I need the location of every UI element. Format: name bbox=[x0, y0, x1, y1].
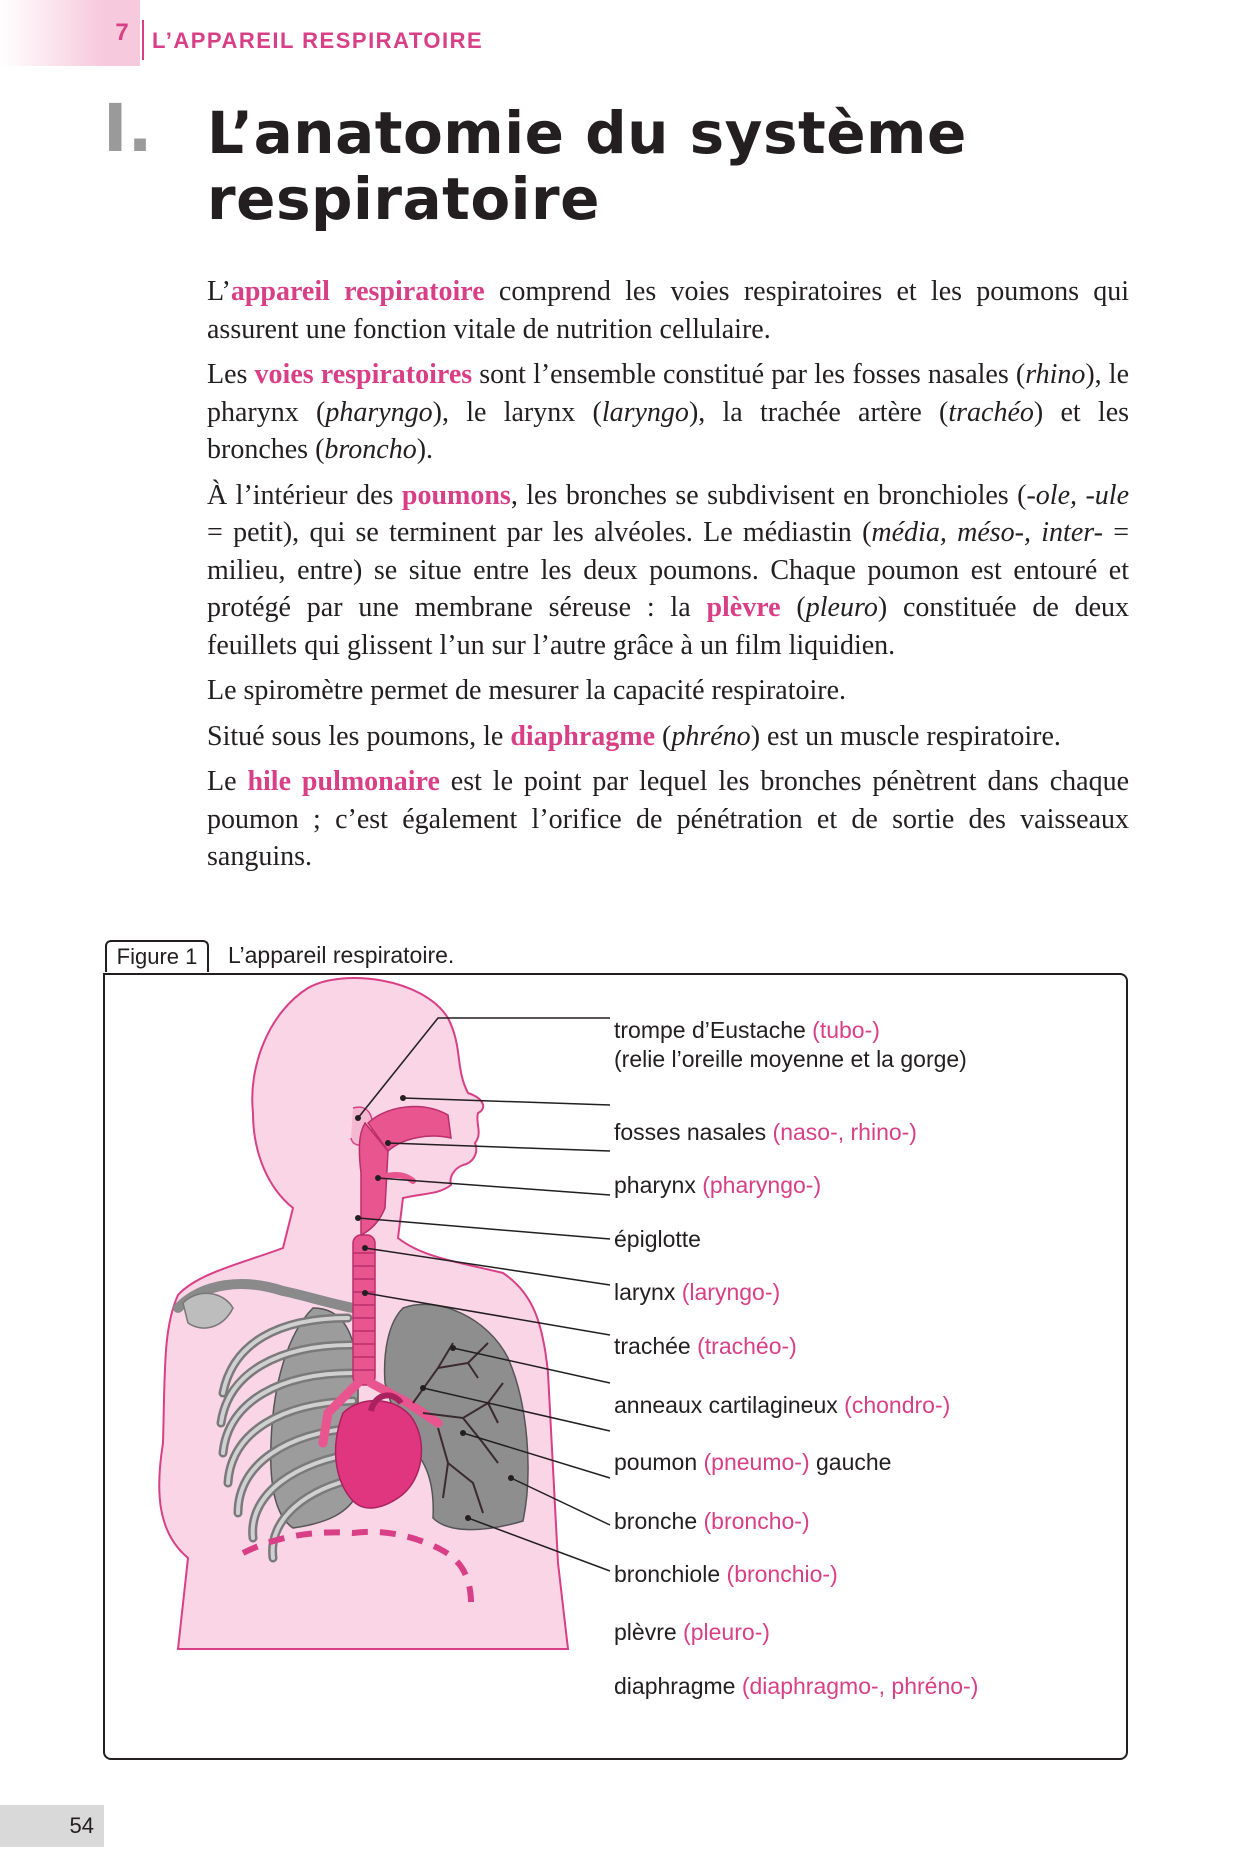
header-divider bbox=[142, 20, 144, 60]
label-larynx bbox=[614, 1279, 780, 1306]
label-text: trachée bbox=[614, 1333, 691, 1359]
page-number: 54 bbox=[69, 1813, 94, 1838]
section-title-line1: L’anatomie du système bbox=[207, 99, 967, 167]
label-text: fosses nasales bbox=[614, 1119, 767, 1145]
text-run: ), la trachée artère ( bbox=[688, 396, 949, 428]
label-root: (chondro-) bbox=[844, 1392, 951, 1418]
label-left-lung bbox=[614, 1449, 891, 1476]
chapter-number: 7 bbox=[104, 0, 140, 66]
text-run: ( bbox=[655, 720, 672, 752]
label-root: (pleuro-) bbox=[683, 1619, 770, 1645]
text-run: sont l’ensemble constitué par les fosses nasales ( bbox=[472, 359, 1026, 390]
running-header bbox=[0, 0, 1237, 66]
label-suffix: gauche bbox=[816, 1449, 892, 1475]
label-root: (pneumo-) bbox=[703, 1449, 810, 1475]
label-text: pharynx bbox=[614, 1172, 696, 1198]
root-term: média, méso-, inter- bbox=[871, 517, 1103, 548]
page-number-tab bbox=[0, 1805, 104, 1847]
paragraph-1 bbox=[207, 273, 1129, 348]
root-term: rhino bbox=[1025, 359, 1086, 390]
label-text: bronchiole bbox=[614, 1561, 721, 1587]
header-gradient bbox=[0, 0, 104, 66]
text-run: = petit), qui se terminent par les alvéoles. Le médiastin ( bbox=[207, 517, 872, 548]
label-root: (trachéo-) bbox=[697, 1333, 797, 1359]
keyword: poumons bbox=[401, 479, 511, 511]
text-run: ) est un muscle respiratoire. bbox=[750, 720, 1061, 752]
body-text bbox=[207, 273, 1129, 884]
label-root: (pharyngo-) bbox=[702, 1172, 822, 1198]
label-text: larynx bbox=[614, 1279, 676, 1305]
chapter-title: L’APPAREIL RESPIRATOIRE bbox=[152, 28, 484, 53]
paragraph-2 bbox=[207, 356, 1129, 469]
trachea bbox=[353, 1235, 375, 1385]
root-term: trachéo bbox=[948, 396, 1034, 428]
label-text: bronche bbox=[614, 1508, 698, 1534]
root-term: pleuro bbox=[805, 592, 878, 623]
label-nasal-fossae bbox=[614, 1119, 917, 1146]
keyword: hile pulmonaire bbox=[247, 766, 440, 797]
label-root: (diaphragmo-, phréno-) bbox=[741, 1673, 979, 1699]
label-eustachian-tube bbox=[614, 1017, 880, 1044]
label-pharynx bbox=[614, 1172, 821, 1199]
paragraph-6 bbox=[207, 763, 1129, 876]
label-text: (relie l’oreille moyenne et la gorge) bbox=[614, 1046, 967, 1072]
root-term: pharyngo bbox=[325, 396, 433, 428]
keyword: voies respiratoires bbox=[254, 359, 473, 390]
keyword: appareil respiratoire bbox=[230, 276, 485, 307]
text-run: comprend les voies respiratoires et les poumons qui assurent une fonction vitale de nutrition cellulaire. bbox=[207, 276, 1130, 345]
text-run: À l’intérieur des bbox=[207, 479, 402, 511]
section-title-line2: respiratoire bbox=[207, 165, 600, 233]
text-run: , les bronches se subdivisent en bronchioles ( bbox=[510, 479, 1027, 511]
label-diaphragm bbox=[614, 1673, 978, 1700]
label-text: trompe d’Eustache bbox=[614, 1017, 806, 1043]
root-term: -ole, -ule bbox=[1026, 479, 1130, 511]
paragraph-4 bbox=[207, 672, 1129, 710]
label-cartilage-rings bbox=[614, 1392, 950, 1419]
label-bronchus bbox=[614, 1508, 810, 1535]
text-run: ) constituée de deux feuillets qui glissent l’un sur l’autre grâce à un film liquidien. bbox=[207, 592, 1129, 661]
figure-caption: L’appareil respiratoire. bbox=[228, 942, 455, 968]
label-eustachian-note bbox=[614, 1046, 967, 1073]
label-epiglottis bbox=[614, 1226, 701, 1253]
figure-tab: Figure 1 bbox=[105, 940, 209, 972]
paragraph-3 bbox=[207, 477, 1129, 665]
text-run: = milieu, entre) se situe entre les deux poumons. Chaque poumon est entouré et protégé par une membrane séreuse : la bbox=[207, 517, 1129, 623]
text-run: est le point par lequel les bronches pénètrent dans chaque poumon ; c’est également l’orifice de pénétration et de sortie des vaisseaux sanguins. bbox=[207, 766, 1129, 872]
text-run: Le spiromètre permet de mesurer la capacité respiratoire. bbox=[207, 675, 847, 706]
label-text: diaphragme bbox=[614, 1673, 736, 1699]
keyword: diaphragme bbox=[510, 720, 656, 752]
label-text: anneaux cartilagineux bbox=[614, 1392, 838, 1418]
root-term: laryngo bbox=[601, 396, 689, 428]
text-run: ( bbox=[780, 592, 806, 623]
label-root: (broncho-) bbox=[703, 1508, 810, 1534]
section-title bbox=[207, 100, 1157, 232]
text-run: Le bbox=[207, 766, 248, 797]
root-term: phréno bbox=[671, 720, 751, 752]
root-term: broncho bbox=[324, 434, 417, 465]
label-trachea bbox=[614, 1333, 797, 1360]
text-run: ). bbox=[416, 434, 434, 465]
text-run: Les bbox=[207, 359, 255, 390]
section-number: I. bbox=[103, 90, 153, 167]
keyword: plèvre bbox=[706, 592, 781, 623]
text-run: ), le pharynx ( bbox=[207, 359, 1130, 428]
label-text: plèvre bbox=[614, 1619, 677, 1645]
label-text: poumon bbox=[614, 1449, 698, 1475]
text-run: ) et les bronches ( bbox=[207, 396, 1130, 465]
label-pleura bbox=[614, 1619, 770, 1646]
label-root: (tubo-) bbox=[812, 1017, 880, 1043]
label-root: (laryngo-) bbox=[681, 1279, 781, 1305]
text-run: ), le larynx ( bbox=[432, 396, 602, 428]
label-root: (naso-, rhino-) bbox=[772, 1119, 917, 1145]
paragraph-5 bbox=[207, 718, 1129, 756]
label-text: épiglotte bbox=[614, 1226, 701, 1252]
label-bronchiole bbox=[614, 1561, 838, 1588]
label-root: (bronchio-) bbox=[726, 1561, 838, 1587]
text-run: L’ bbox=[207, 276, 231, 307]
text-run: Situé sous les poumons, le bbox=[207, 720, 511, 752]
